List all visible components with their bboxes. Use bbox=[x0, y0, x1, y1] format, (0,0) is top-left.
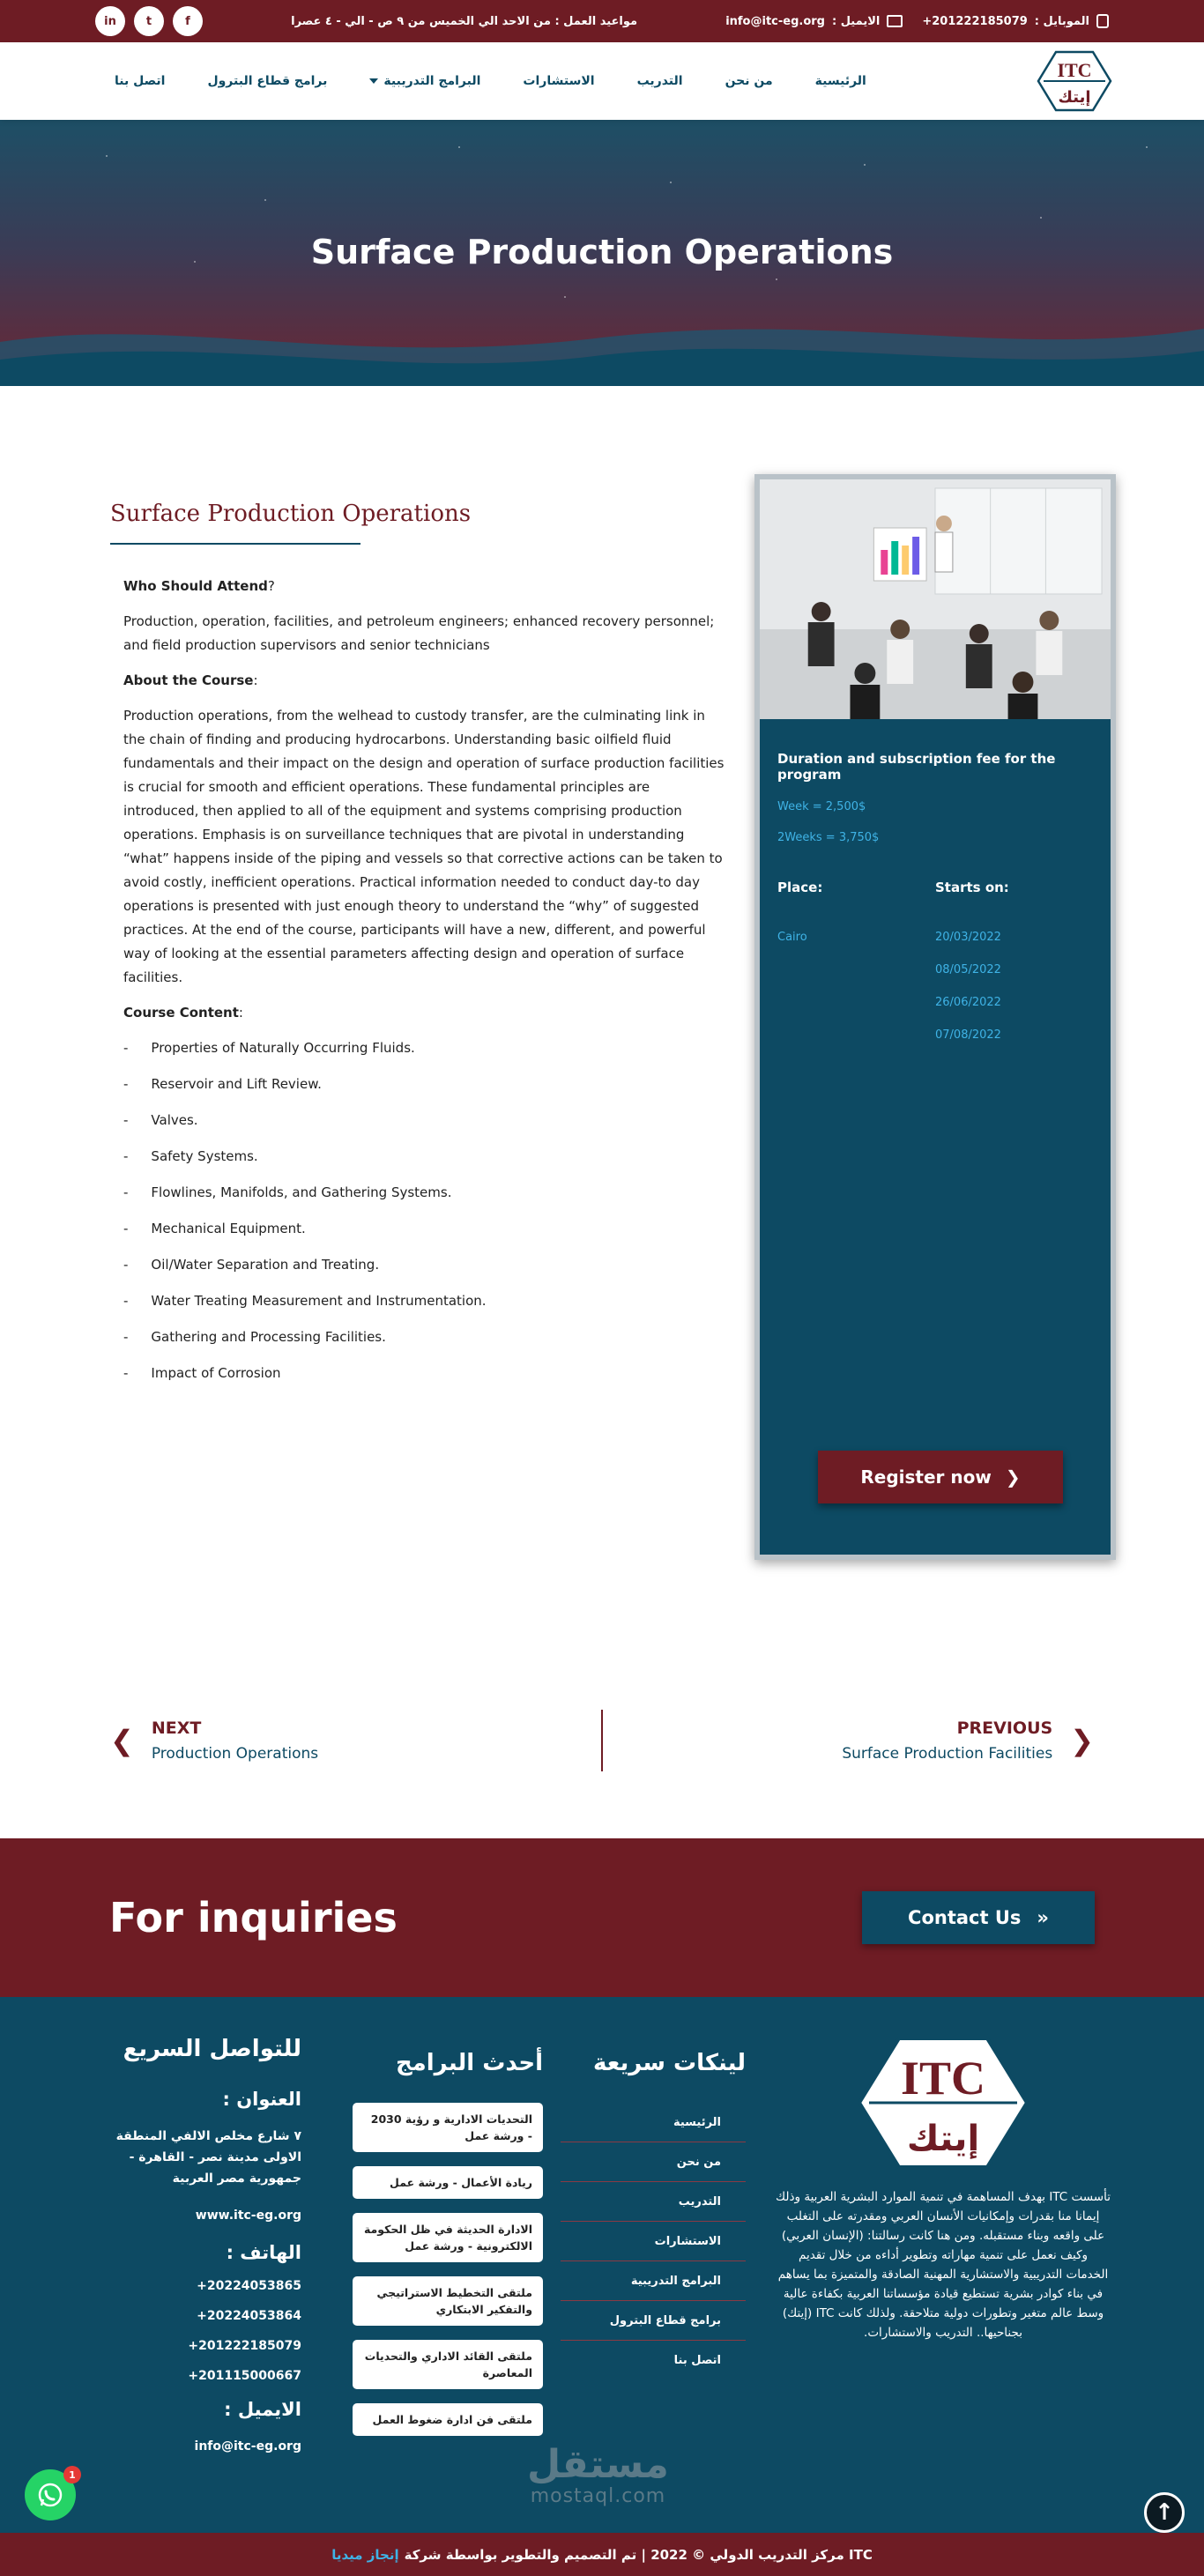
fax-icon bbox=[887, 15, 903, 27]
start-date: 08/05/2022 bbox=[935, 963, 1001, 976]
course-photo bbox=[760, 479, 1111, 719]
course-body bbox=[110, 575, 727, 1385]
place-label: Place: bbox=[777, 880, 823, 895]
register-button[interactable] bbox=[818, 1451, 1063, 1503]
next-post-text bbox=[152, 1719, 318, 1763]
footer-logo-en: ITC bbox=[900, 2052, 986, 2105]
facebook-icon[interactable]: f bbox=[173, 6, 203, 36]
watermark-en: mostaql.com bbox=[530, 2485, 666, 2507]
inquiry-title: For inquiries bbox=[109, 1894, 398, 1941]
who-heading: Who Should Attend? bbox=[123, 578, 275, 594]
footer-quick-links bbox=[561, 2050, 746, 2379]
list-item: - Water Treating Measurement and Instrumentation. bbox=[123, 1293, 487, 1309]
whatsapp-icon bbox=[36, 2481, 64, 2509]
phone-number[interactable]: +20224053864 bbox=[197, 2309, 301, 2323]
phone-icon bbox=[1096, 14, 1109, 28]
footer-latest-programs bbox=[353, 2050, 543, 2450]
previous-post-link[interactable] bbox=[601, 1710, 1094, 1771]
register-label: Register now bbox=[860, 1466, 992, 1488]
about-heading: About the Course: bbox=[123, 672, 258, 688]
phone-number[interactable]: +20224053865 bbox=[197, 2279, 301, 2293]
list-item: - Flowlines, Manifolds, and Gathering Systems. bbox=[123, 1184, 452, 1200]
schedule-grid bbox=[777, 880, 1093, 1061]
quick-links-title: لينكات سريعة bbox=[593, 2050, 746, 2076]
footer-link[interactable]: الاستشارات bbox=[561, 2222, 746, 2261]
program-card[interactable]: الادارة الحديثة في ظل الحكومة الالكترونية - ورشة عمل bbox=[353, 2213, 543, 2262]
notification-badge: 1 bbox=[63, 2466, 81, 2483]
post-navigation bbox=[110, 1710, 1094, 1771]
address-label: العنوان : bbox=[222, 2089, 301, 2110]
chevron-right-icon: ❯ bbox=[1005, 1466, 1021, 1488]
contact-title: للتواصل السريع bbox=[123, 2036, 301, 2062]
footer-link[interactable]: التدريب bbox=[561, 2182, 746, 2222]
list-item: - Oil/Water Separation and Treating. bbox=[123, 1257, 380, 1273]
hero-title: Surface Production Operations bbox=[310, 233, 894, 271]
content-list bbox=[123, 1036, 727, 1385]
next-title: Production Operations bbox=[151, 1745, 319, 1763]
list-item: - Reservoir and Lift Review. bbox=[123, 1076, 322, 1092]
top-contacts bbox=[725, 14, 1109, 28]
email-address: info@itc-eg.org bbox=[725, 14, 825, 28]
twitter-icon[interactable]: t bbox=[134, 6, 164, 36]
email-label: الايميل : bbox=[831, 14, 881, 28]
program-card[interactable]: ملتقى فن ادارة ضغوط العمل bbox=[353, 2403, 543, 2436]
nav-item-petroleum[interactable]: برامج قطاع البترول bbox=[207, 74, 328, 88]
fee-two-weeks: 2Weeks = 3,750$ bbox=[777, 831, 880, 844]
nav-item-programs[interactable] bbox=[369, 74, 480, 88]
title-underline bbox=[110, 543, 360, 545]
inquiry-banner bbox=[0, 1838, 1204, 1997]
program-card[interactable]: التحديات الادارية و رؤية 2030 - ورشة عمل bbox=[353, 2103, 543, 2152]
address-text: ٧ شارع مخلص الالفي المنطقة الاولى مدينة نصر - القاهرة - جمهورية مصر العربية bbox=[115, 2129, 301, 2186]
mobile-contact[interactable] bbox=[922, 14, 1109, 28]
start-date: 26/06/2022 bbox=[935, 996, 1001, 1009]
course-main bbox=[0, 386, 1204, 1560]
logo-text-ar: إيتك bbox=[1058, 88, 1091, 107]
who-text: Production, operation, facilities, and petroleum engineers; enhanced recovery personnel; and field production supervisors and senior technicians bbox=[123, 613, 715, 653]
footer-email[interactable]: info@itc-eg.org bbox=[194, 2439, 301, 2454]
footer-contact bbox=[93, 2036, 301, 2473]
next-label: NEXT bbox=[151, 1719, 202, 1738]
course-content bbox=[110, 474, 727, 1560]
phone-number[interactable]: +201222185079 bbox=[188, 2339, 301, 2353]
website-link[interactable]: www.itc-eg.org bbox=[195, 2209, 301, 2223]
list-item: - Valves. bbox=[123, 1112, 198, 1128]
footer-link[interactable]: من نحن bbox=[561, 2142, 746, 2182]
nav-item-contact[interactable]: اتصل بنا bbox=[115, 74, 166, 88]
fee-title: Duration and subscription fee for the program bbox=[777, 751, 1056, 783]
chevron-left-icon: ❮ bbox=[110, 1724, 134, 1757]
footer-link[interactable]: برامج قطاع البترول bbox=[561, 2301, 746, 2341]
nav-item-about[interactable]: من نحن bbox=[725, 74, 773, 88]
starts-label: Starts on: bbox=[935, 880, 1009, 895]
linkedin-icon[interactable]: in bbox=[95, 6, 125, 36]
nav-item-programs-label: البرامج التدريبية bbox=[383, 74, 481, 88]
previous-title: Surface Production Facilities bbox=[842, 1745, 1053, 1763]
footer-link[interactable]: اتصل بنا bbox=[673, 2354, 721, 2367]
top-bar bbox=[0, 0, 1204, 42]
site-footer bbox=[0, 1997, 1204, 2533]
latest-programs-title: أحدث البرامج bbox=[395, 2050, 543, 2076]
nav-item-consulting[interactable]: الاستشارات bbox=[523, 74, 595, 88]
nav-menu bbox=[115, 74, 866, 88]
copyright-text: ITC مركز التدريب الدولي © 2022 | تم التصميم والتطوير بواسطة شركة bbox=[404, 2546, 873, 2563]
contact-us-label: Contact Us bbox=[908, 1907, 1022, 1928]
chevron-down-icon bbox=[369, 78, 378, 84]
chevron-right-icon: ❯ bbox=[1070, 1724, 1094, 1757]
footer-link[interactable]: البرامج التدريبية bbox=[561, 2261, 746, 2301]
double-chevron-right-icon: » bbox=[1037, 1907, 1049, 1928]
phone-number[interactable]: +201115000667 bbox=[188, 2369, 301, 2383]
previous-post-text bbox=[842, 1719, 1052, 1763]
mobile-label: الموبايل : bbox=[1034, 14, 1089, 28]
designer-link[interactable]: إنجاز ميديا bbox=[331, 2546, 399, 2563]
working-hours: مواعيد العمل : من الاحد الي الخميس من ٩ ص - الي - ٤ عصرا bbox=[291, 14, 638, 28]
list-item: - Safety Systems. bbox=[123, 1148, 258, 1164]
about-text: Production operations, from the welhead to custody transfer, are the culminating link in the chain of finding and producing hydrocarbons. Understanding basic oilfield fluid fundamentals and their impact on the design and operation of surface production facilities is crucial for smooth and efficient operations. These fundamental principles are introduced, then applied to all of the equipment and systems comprising production operations. Emphasis is on surveillance techniques that are pivotal in understanding “what” happens inside of the piping and vessels so that corrective actions can be taken to avoid costly, inefficient operations. Practical information needed to conduct day-to day operations is presented with just enough theory to understand the “why” of suggested practices. At the end of the course, participants will have a new, different, and powerful way of looking at the essential parameters affecting design and operation of surface facilities. bbox=[123, 708, 725, 985]
course-info bbox=[760, 719, 1111, 1093]
list-item: - Mechanical Equipment. bbox=[123, 1221, 306, 1236]
nav-item-training[interactable]: التدريب bbox=[636, 74, 683, 88]
place-value: Cairo bbox=[777, 931, 807, 944]
hero-banner bbox=[0, 120, 1204, 386]
scroll-to-top-icon[interactable]: ↑ bbox=[1144, 2492, 1185, 2533]
start-date: 07/08/2022 bbox=[935, 1028, 1001, 1042]
about-text: تأسست ITC بهدف المساهمة في تنمية الموارد البشرية العربية وذلك إيمانا منا بقدرات وإمكانيات الأنسان العربي ومقدرته على التغلب على واقعه وبناء مستقبله. ومن هنا كانت رسالتنا: (الإنسان العربي) وكيف نعمل على تنمية مهاراته وتطوير أداءه من خلال تقديم الخدمات التدريبية والاستشارية المهنية الصادقة والمتميزة بما يساهم في بناء كوادر بشرية تستطيع قيادة مؤسساتنا العربية بكفاءة عالية وسط عالم متغير وتطورات دولية متلاحقة. ولذلك كانت ITC (إيتك) بجناحيها.. التدريب والاستشارات. bbox=[776, 2190, 1111, 2340]
list-item: - Properties of Naturally Occurring Fluids. bbox=[123, 1040, 415, 1056]
mobile-number: 201222185079+ bbox=[922, 14, 1028, 28]
fee-week: Week = 2,500$ bbox=[777, 800, 866, 813]
program-card[interactable]: ملتقى القائد الاداري والتحديات المعاصرة bbox=[353, 2340, 543, 2389]
footer-link[interactable]: الرئيسية bbox=[561, 2103, 746, 2142]
watermark-ar: مستقل bbox=[527, 2442, 669, 2487]
copyright-bar bbox=[0, 2533, 1204, 2576]
email-contact[interactable] bbox=[725, 15, 903, 28]
list-item: - Gathering and Processing Facilities. bbox=[123, 1329, 386, 1345]
list-item: - Impact of Corrosion bbox=[123, 1365, 281, 1381]
next-post-link[interactable] bbox=[110, 1710, 601, 1771]
logo-text-en: ITC bbox=[1057, 59, 1092, 81]
main-nav bbox=[0, 42, 1204, 120]
whatsapp-button[interactable] bbox=[25, 2469, 76, 2520]
place-column bbox=[777, 880, 935, 1061]
footer-logo-ar: إيتك bbox=[906, 2119, 980, 2159]
contact-us-button[interactable] bbox=[862, 1891, 1095, 1944]
program-card[interactable]: ريادة الأعمال - ورشة عمل bbox=[353, 2166, 543, 2199]
start-date: 20/03/2022 bbox=[935, 931, 1001, 944]
program-card[interactable]: ملتقى التخطيط الاستراتيجي والتفكير الابتكاري bbox=[353, 2276, 543, 2326]
site-logo[interactable] bbox=[1037, 49, 1112, 113]
email-label: الايميل : bbox=[224, 2399, 301, 2420]
social-links bbox=[95, 6, 203, 36]
nav-item-home[interactable]: الرئيسية bbox=[814, 74, 866, 88]
course-title: Surface Production Operations bbox=[110, 501, 472, 527]
hero-wave bbox=[0, 307, 1204, 386]
footer-logo[interactable] bbox=[857, 2036, 1029, 2170]
mostaql-watermark bbox=[527, 2442, 669, 2507]
dates-column bbox=[935, 880, 1093, 1061]
phone-label: الهاتف : bbox=[226, 2242, 301, 2263]
course-sidebar bbox=[754, 474, 1116, 1560]
footer-about bbox=[776, 2036, 1111, 2342]
content-heading: Course Content: bbox=[123, 1005, 243, 1021]
previous-label: PREVIOUS bbox=[956, 1719, 1053, 1738]
